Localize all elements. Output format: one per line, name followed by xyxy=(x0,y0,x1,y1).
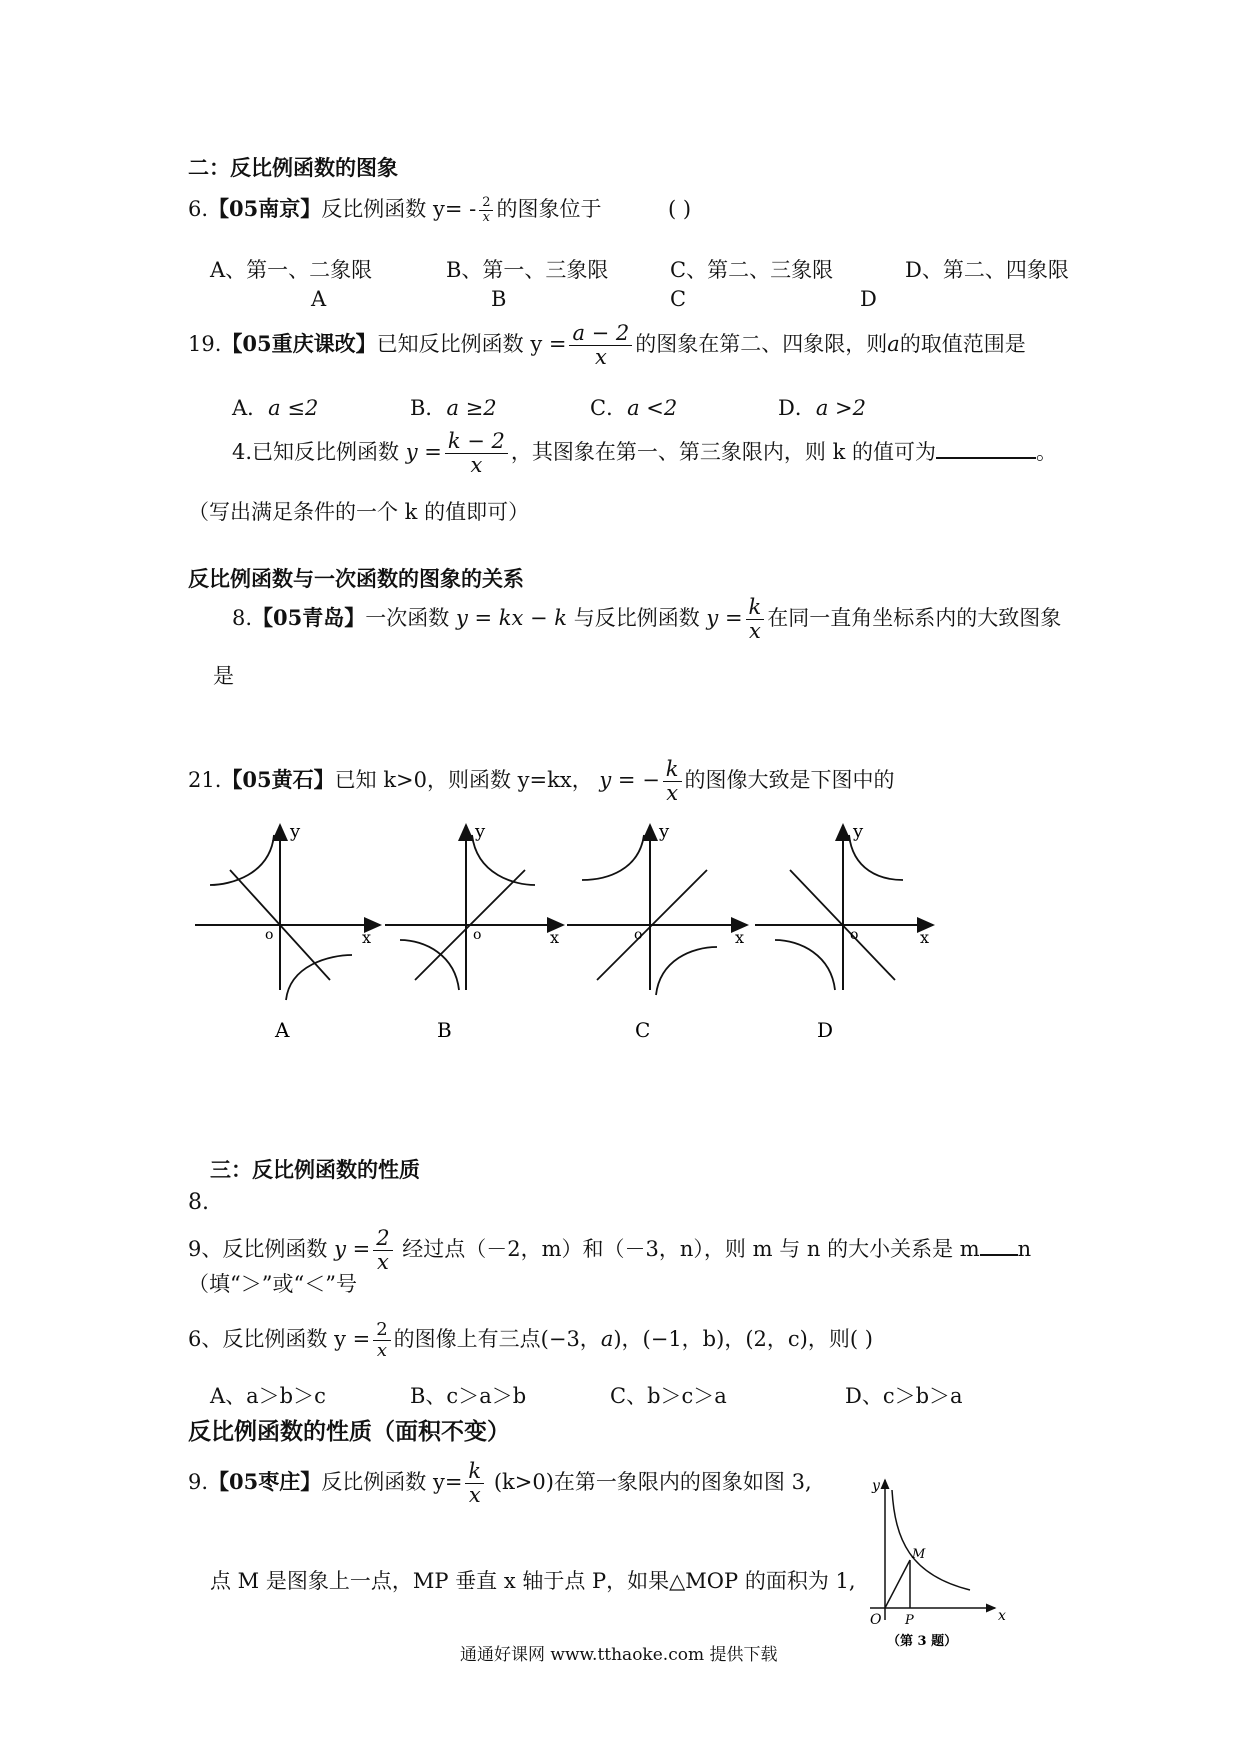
question-9-zaozhuang xyxy=(188,1460,812,1507)
point-m-label: M xyxy=(912,1547,926,1562)
question-number: 8. xyxy=(232,606,253,631)
origin-label: o xyxy=(850,927,859,943)
question-tag: 【05南京】 xyxy=(208,196,322,221)
question-21 xyxy=(188,758,895,805)
formula-lhs: y = xyxy=(334,1237,371,1262)
formula: y = kx − k xyxy=(455,606,568,631)
section-heading: 反比例函数的性质（面积不变） xyxy=(188,1419,510,1445)
question-text: 已知反比例函数 y = xyxy=(376,332,567,357)
question-text: (k>0)在第一象限内的图象如图 3, xyxy=(493,1470,812,1495)
answer-graphs xyxy=(190,815,950,1055)
fraction: $\frac{2}{x}$ xyxy=(373,1320,390,1361)
question-6-nanjing xyxy=(188,193,601,225)
question-text: 的图象位于 xyxy=(496,197,602,221)
axis-label-y: y xyxy=(290,821,301,842)
question-text: 已知 k>0，则函数 y=kx， xyxy=(334,768,593,793)
axis-label-x: x xyxy=(735,928,745,947)
question-text: 点 M 是图象上一点，MP 垂直 x 轴于点 P，如果△MOP 的面积为 1, xyxy=(210,1569,856,1593)
question-number: 6. xyxy=(188,197,209,221)
fill-blank[interactable] xyxy=(936,437,1036,459)
question-tag: 【05青岛】 xyxy=(252,605,366,631)
graph-b xyxy=(385,821,563,1042)
answer-letter-b: B xyxy=(491,287,507,311)
question-text: 9、反比例函数 xyxy=(188,1237,328,1262)
graph-c xyxy=(567,821,747,1042)
variable: a xyxy=(887,332,900,357)
question-text: )，(−1，b)，(2，c)，则( ) xyxy=(613,1326,873,1351)
origin-label: o xyxy=(473,927,482,943)
question-note: （写出满足条件的一个 k 的值即可） xyxy=(188,500,530,524)
option-a: A、a＞b＞c xyxy=(210,1384,326,1408)
figure-3 xyxy=(850,1470,1020,1650)
option-a: A、第一、二象限 xyxy=(210,258,373,282)
question-text: 经过点（－2，m）和（－3，n），则 m 与 n 的大小关系是 m xyxy=(402,1237,980,1262)
question-text-continued: 是 xyxy=(213,664,234,688)
question-number: 21. xyxy=(188,768,222,793)
answer-letter-a: A xyxy=(311,287,327,311)
axis-label-y: y xyxy=(475,821,486,842)
figure-caption: （第 3 题） xyxy=(887,1634,958,1649)
graph-label-a: A xyxy=(275,1018,290,1042)
question-text: 6、反比例函数 xyxy=(188,1326,328,1351)
answer-letter-c: C xyxy=(670,287,687,311)
formula-lhs: y = xyxy=(334,1326,371,1351)
origin-label: O xyxy=(870,1612,882,1628)
question-text: 的图象在第二、四象限，则 xyxy=(635,332,888,357)
option-d: D．a >2 xyxy=(778,396,866,420)
question-number: 9. xyxy=(188,1470,209,1495)
question-8-qingdao xyxy=(232,596,1061,643)
question-text: 反比例函数 y= - xyxy=(321,197,477,221)
question-text: 一次函数 xyxy=(365,606,450,631)
fill-blank[interactable] xyxy=(980,1234,1018,1256)
question-6 xyxy=(188,1320,873,1361)
section-heading: 反比例函数与一次函数的图象的关系 xyxy=(188,567,524,591)
fraction: $\frac{k}{x}$ xyxy=(465,1460,484,1507)
origin-label: o xyxy=(634,927,643,943)
fraction: $\frac{2}{x}$ xyxy=(373,1227,392,1274)
fraction: $\frac{a - 2}{x}$ xyxy=(569,322,632,369)
option-a: A．a ≤2 xyxy=(232,396,319,420)
option-c: C．a <2 xyxy=(590,396,678,420)
question-4: 4.已知反比例函数 y = $\frac{k - 2}{x}$ ，其图象在第一、第三象限内，则 k 的值可为 。 xyxy=(232,429,1057,478)
option-b: B、c＞a＞b xyxy=(410,1384,527,1408)
option-d: D、第二、四象限 xyxy=(905,258,1069,282)
section-heading: 二：反比例函数的图象 xyxy=(188,156,398,180)
variable: a xyxy=(600,1326,614,1351)
graph-d xyxy=(755,821,933,1042)
formula-lhs: y = − xyxy=(599,768,660,793)
option-c: C、第二、三象限 xyxy=(670,258,834,282)
question-tag: 【05黄石】 xyxy=(221,767,335,793)
question-tag: 【05枣庄】 xyxy=(208,1469,322,1495)
question-number: 19. xyxy=(188,332,222,357)
graph-label-b: B xyxy=(437,1018,452,1042)
question-text: 反比例函数 y= xyxy=(321,1470,463,1495)
option-b: B．a ≥2 xyxy=(410,396,497,420)
question-19 xyxy=(188,322,1026,369)
question-9: 9、反比例函数 y = $\frac{2}{x}$ 经过点（－2，m）和（－3，n），则 m 与 n 的大小关系是 m n xyxy=(188,1226,1032,1275)
option-b: B、第一、三象限 xyxy=(446,258,609,282)
option-d: D、c＞b＞a xyxy=(845,1384,963,1408)
fraction: $\frac{k}{x}$ xyxy=(663,758,682,805)
question-text: 4.已知反比例函数 xyxy=(232,440,400,465)
axis-label-x: x xyxy=(362,928,372,947)
axis-label-x: x xyxy=(998,1608,1006,1624)
graph-a xyxy=(195,821,380,1042)
axis-label-y: y xyxy=(853,821,864,842)
question-text: ，其图象在第一、第三象限内，则 k 的值可为 xyxy=(510,440,936,465)
footer-text: 通通好课网 www.tthaoke.com 提供下载 xyxy=(460,1645,778,1665)
origin-label: o xyxy=(265,927,274,943)
fraction: $\frac{k}{x}$ xyxy=(746,596,765,643)
question-text: 的取值范围是 xyxy=(899,332,1026,357)
formula-lhs: y = xyxy=(405,440,442,465)
question-number: 8. xyxy=(188,1190,209,1215)
formula-lhs: y = xyxy=(706,606,743,631)
question-text: 与反比例函数 xyxy=(573,606,700,631)
graph-label-c: C xyxy=(635,1018,651,1042)
point-p-label: P xyxy=(905,1613,914,1628)
question-text: 在同一直角坐标系内的大致图象 xyxy=(767,606,1062,631)
axis-label-x: x xyxy=(550,928,560,947)
option-c: C、b＞c＞a xyxy=(610,1384,727,1408)
answer-letter-d: D xyxy=(860,287,877,311)
axis-label-x: x xyxy=(920,928,930,947)
axis-label-y: y xyxy=(872,1478,880,1494)
fraction: $\frac{k - 2}{x}$ xyxy=(445,430,508,477)
question-tag: 【05重庆课改】 xyxy=(221,331,377,357)
fraction: $\frac{2}{x}$ xyxy=(479,196,493,226)
section-heading: 三：反比例函数的性质 xyxy=(210,1158,420,1182)
graph-label-d: D xyxy=(817,1018,834,1042)
answer-paren: ( ) xyxy=(668,197,692,221)
question-note: （填“＞”或“＜”号 xyxy=(188,1272,357,1296)
axis-label-y: y xyxy=(659,821,670,842)
question-text: 的图像上有三点(−3， xyxy=(393,1326,601,1351)
question-text: 的图像大致是下图中的 xyxy=(684,768,895,793)
